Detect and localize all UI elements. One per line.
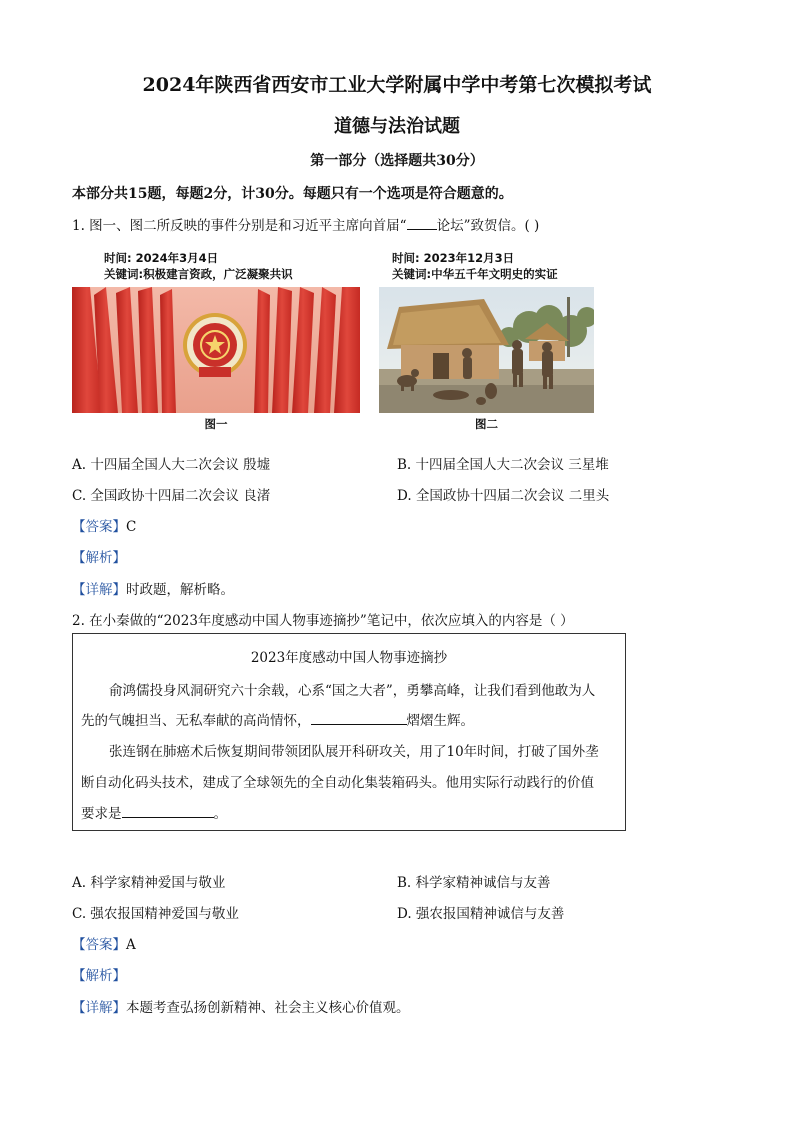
q2-para1-line2-after: 熠熠生辉。 (406, 713, 474, 729)
section-title: 第一部分（选择题共30分） (310, 153, 484, 169)
q1-answer-tag: 【答案】 (72, 519, 126, 535)
fig1-keywords: 关键词:积极建言资政，广泛凝聚共识 (104, 267, 293, 281)
q1-detail-tag: 【详解】 (72, 582, 126, 598)
q2-box-title: 2023年度感动中国人物事迹摘抄 (250, 650, 448, 666)
q1-analysis-tag: 【解析】 (72, 550, 126, 566)
q1-option-d: D. 全国政协十四届二次会议 二里头 (397, 488, 610, 504)
q2-answer-tag: 【答案】 (72, 937, 126, 953)
fig2-image (379, 287, 594, 413)
q2-option-b: B. 科学家精神诚信与友善 (397, 875, 551, 891)
q1-blank (407, 215, 437, 230)
q1-detail-text: 时政题，解析略。 (126, 582, 234, 598)
q1-option-a: A. 十四届全国人大二次会议 殷墟 (72, 457, 271, 473)
q1-stem (72, 214, 539, 234)
q1-answer (72, 515, 136, 535)
fig2-time: 时间: 2023年12月3日 (392, 251, 515, 265)
fig2-keywords: 关键词:中华五千年文明史的实证 (392, 267, 558, 281)
q2-para1-line2-before: 先的气魄担当、无私奉献的高尚情怀， (81, 713, 311, 729)
q2-detail-text: 本题考查弘扬创新精神、社会主义核心价值观。 (126, 1000, 410, 1016)
q1-option-c: C. 全国政协十四届二次会议 良渚 (72, 488, 271, 504)
q2-excerpt-box (72, 633, 626, 831)
fig1-time: 时间: 2024年3月4日 (104, 251, 219, 265)
fig1-image (72, 287, 360, 413)
q2-para2-line3-before: 要求是 (81, 806, 122, 822)
q2-para1-line1: 俞鸿儒投身风洞研究六十余载，心系“国之大者”，勇攀高峰，让我们看到他敢为人 (109, 683, 596, 699)
q2-option-d: D. 强农报国精神诚信与友善 (397, 906, 565, 922)
q2-blank-2 (122, 803, 214, 818)
q2-blank-1 (311, 710, 407, 725)
q1-option-b: B. 十四届全国人大二次会议 三星堆 (397, 457, 609, 473)
fig1-label: 图一 (204, 417, 228, 431)
q2-analysis-tag: 【解析】 (72, 968, 126, 984)
q1-stem-before: 1. 图一、图二所反映的事件分别是和习近平主席向首届“ (72, 218, 407, 234)
q2-option-a: A. 科学家精神爱国与敬业 (72, 875, 226, 891)
q2-stem: 2. 在小秦做的“2023年度感动中国人物事迹摘抄”笔记中，依次应填入的内容是（ ） (72, 613, 574, 629)
q2-para2-line3 (81, 802, 227, 822)
q1-answer-value: C (126, 519, 137, 535)
q2-detail (72, 996, 410, 1016)
q2-answer-value: A (126, 937, 136, 953)
q2-para2-line3-after: 。 (213, 806, 227, 822)
q2-para2-line2: 断自动化码头技术，建成了全球领先的全自动化集装箱码头。他用实际行动践行的价值 (81, 775, 594, 791)
q1-stem-after: 论坛”致贺信。( ) (436, 218, 540, 234)
q2-answer (72, 933, 136, 953)
fig2-label: 图二 (475, 417, 498, 431)
exam-subtitle: 道德与法治试题 (334, 116, 460, 137)
q1-detail (72, 578, 234, 598)
q2-para1-line2 (81, 709, 474, 729)
q2-detail-tag: 【详解】 (72, 1000, 126, 1016)
q2-option-c: C. 强农报国精神爱国与敬业 (72, 906, 239, 922)
q2-para2-line1: 张连钢在肺癌术后恢复期间带领团队展开科研攻关，用了10年时间，打破了国外垄 (109, 744, 599, 760)
exam-title: 2024年陕西省西安市工业大学附属中学中考第七次模拟考试 (142, 74, 652, 96)
section-instructions: 本部分共15题，每题2分，计30分。每题只有一个选项是符合题意的。 (72, 186, 513, 202)
